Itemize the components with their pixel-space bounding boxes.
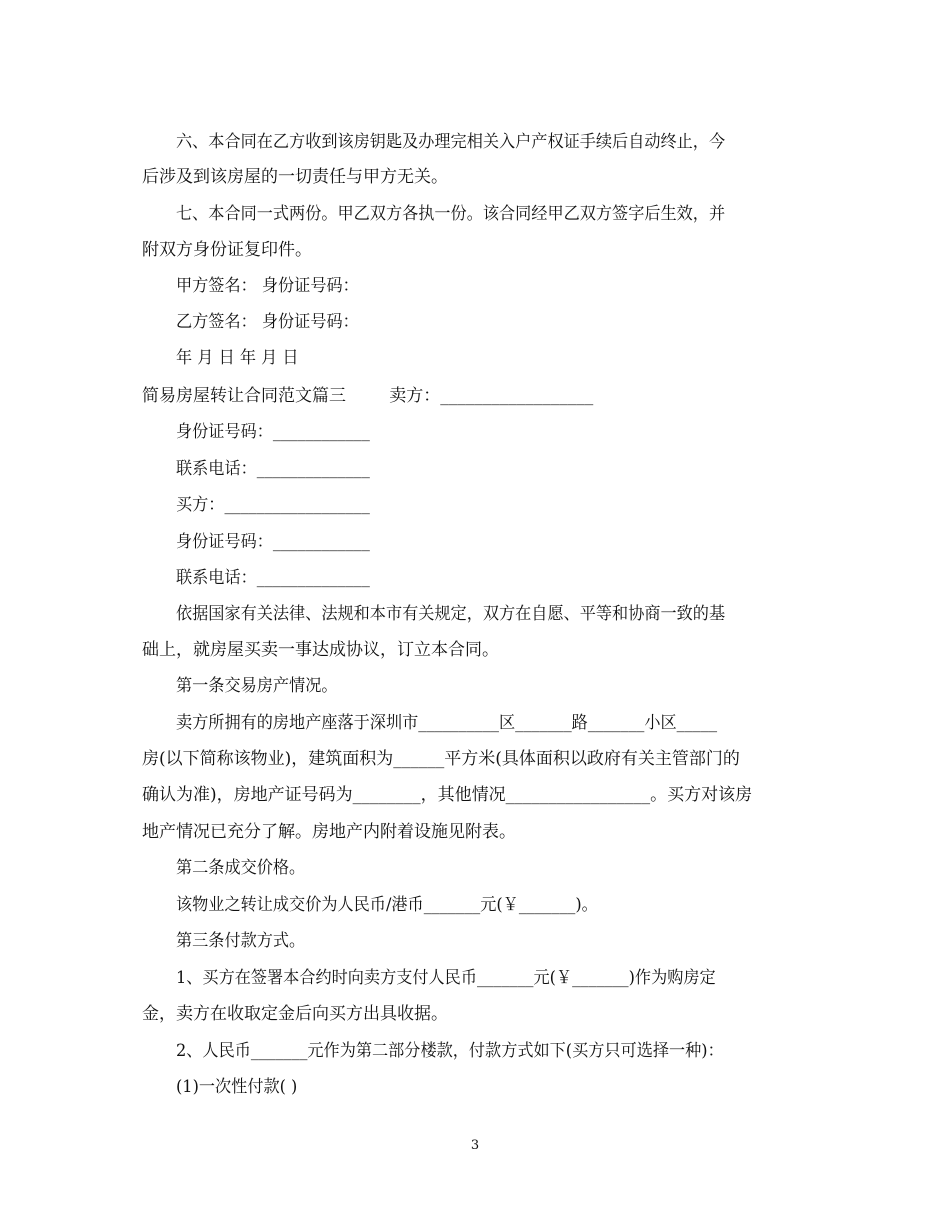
party-b-signature-line: 乙方签名： 身份证号码： — [176, 312, 359, 332]
preamble-line-2: 础上，就房屋买卖一事达成协议，订立本合同。 — [142, 640, 499, 660]
preamble-line-1: 依据国家有关法律、法规和本市有关规定，双方在自愿、平等和协商一致的基 — [176, 604, 726, 624]
article-3-item-2: 2、人民币_______元作为第二部分楼款，付款方式如下(买方只可选择一种)： — [176, 1041, 724, 1061]
buyer-name: 买方：__________________ — [176, 495, 370, 515]
clause-6-line-1: 六、本合同在乙方收到该房钥匙及办理完相关入户产权证手续后自动终止，今 — [176, 132, 726, 152]
buyer-id-number: 身份证号码：____________ — [176, 532, 370, 552]
page-number: 3 — [470, 1138, 480, 1153]
clause-7-line-1: 七、本合同一式两份。甲乙双方各执一份。该合同经甲乙双方签字后生效，并 — [176, 204, 726, 224]
article-1-line-4: 地产情况已充分了解。房地产内附着设施见附表。 — [142, 822, 516, 842]
article-3-heading: 第三条付款方式。 — [176, 931, 306, 951]
date-line: 年 月 日 年 月 日 — [176, 348, 299, 368]
article-2-line-1: 该物业之转让成交价为人民币/港币_______元(￥_______)。 — [176, 895, 598, 915]
article-1-line-2: 房(以下简称该物业)，建筑面积为______平方米(具体面积以政府有关主管部门的 — [142, 749, 740, 769]
section-heading-seller: 简易房屋转让合同范文篇三 卖方：__________________ — [142, 386, 594, 406]
article-1-line-1: 卖方所拥有的房地产座落于深圳市__________区_______路_______小区_____ — [176, 713, 718, 733]
buyer-phone: 联系电话：______________ — [176, 568, 370, 588]
article-3-item-1-line-1: 1、买方在签署本合约时向卖方支付人民币_______元(￥_______)作为购房定 — [176, 968, 716, 988]
article-1-line-3: 确认为准)，房地产证号码为________，其他情况_________________。买方对该房 — [142, 785, 753, 805]
party-a-signature-line: 甲方签名： 身份证号码： — [176, 276, 359, 296]
clause-6-line-2: 后涉及到该房屋的一切责任与甲方无关。 — [142, 167, 448, 187]
seller-phone: 联系电话：______________ — [176, 459, 370, 479]
article-3-item-2-option-1: (1)一次性付款( ) — [176, 1077, 298, 1097]
clause-7-line-2: 附双方身份证复印件。 — [142, 240, 312, 260]
seller-id-number: 身份证号码：____________ — [176, 422, 370, 442]
article-2-heading: 第二条成交价格。 — [176, 858, 306, 878]
article-1-heading: 第一条交易房产情况。 — [176, 676, 338, 696]
article-3-item-1-line-2: 金，卖方在收取定金后向买方出具收据。 — [142, 1004, 448, 1024]
